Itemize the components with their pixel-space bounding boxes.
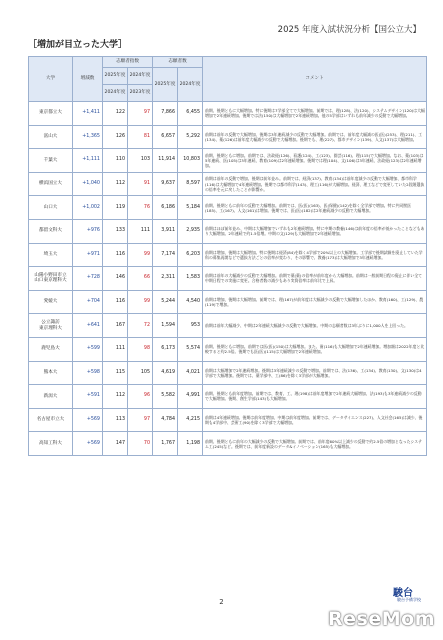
count-2024: 5,574 xyxy=(178,337,203,361)
applicant-increase-table xyxy=(28,56,427,456)
header-applicant-index-group: 志願者指数 xyxy=(103,57,153,68)
index-2024: 81 xyxy=(128,125,153,149)
header-increase: 増減数 xyxy=(73,57,103,102)
count-2025: 4,619 xyxy=(153,361,178,385)
table-row xyxy=(29,432,427,456)
count-2025: 4,784 xyxy=(153,408,178,432)
increase-value: +728 xyxy=(73,267,103,291)
header-univ: 大学 xyxy=(29,57,73,102)
index-2025: 110 xyxy=(103,149,128,173)
header-comment: コメント xyxy=(203,57,427,102)
index-2024: 70 xyxy=(128,432,153,456)
count-2024: 1,198 xyxy=(178,432,203,456)
index-2025: 119 xyxy=(103,196,128,220)
count-2024: 10,803 xyxy=(178,149,203,173)
document-header-title: 2025 年度入試状況分析【国公立大】 xyxy=(277,25,421,35)
count-2025: 7,174 xyxy=(153,243,178,267)
increase-value: +1,411 xyxy=(73,102,103,126)
count-2024: 5,184 xyxy=(178,196,203,220)
count-2025: 6,173 xyxy=(153,337,178,361)
index-2024: 66 xyxy=(128,267,153,291)
univ-name: 名古屋市立大 xyxy=(29,408,73,432)
count-2025: 6,657 xyxy=(153,125,178,149)
index-2024: 99 xyxy=(128,243,153,267)
index-2025: 113 xyxy=(103,408,128,432)
comment-text: 前期、後期ともに増加。前期では医(医)(150)は大幅増加。また、歯(116)も大幅増加で2年連続増加。増加額は2022年度と比較すると約2.5倍。後期でも医(医)(115)は大幅増加で2年連続増加。 xyxy=(203,337,427,361)
comment-text: 前期は前年の反動で大幅増加、後期は3年連続減少の反動で大幅増加。前期では、前年度大幅減の医(医)(253)、理(211)、工(134)、薬(126)は前年度大幅減少の反動で大幅増加。後期でも、理(227)、都市デザイン(139)、人文(137)は大幅増加。 xyxy=(203,125,427,149)
comment-text: 前期は前年の反動で増加、後期は前年並み。前期では、経済(137)、教育(134)は前年度減少の反動で大幅増加、都市科学(116)は大幅増加で4年連続増加。後期では都市科学(143)、理工(116)が大幅増加。経済、理工などで変更していた2段階選抜の倍率を元に戻したことが影響か。 xyxy=(203,172,427,196)
header-index-2024-top: 2024年度 xyxy=(128,68,153,85)
count-2024: 4,991 xyxy=(178,385,203,409)
count-2024: 2,935 xyxy=(178,219,203,243)
increase-value: +569 xyxy=(73,432,103,456)
comment-text: 前期は大幅増加で2年連続増加。後期は3年連続減少の反動で増加。前期では、法(136)、工(134)、教育(130)、文(130)は4学部で大幅増加。後期では、薬学部中、工(86)を除く3学部が大幅増加。 xyxy=(203,361,427,385)
increase-value: +598 xyxy=(73,361,103,385)
index-2025: 116 xyxy=(103,290,128,314)
increase-value: +1,111 xyxy=(73,149,103,173)
index-2025: 122 xyxy=(103,102,128,126)
index-2024: 76 xyxy=(128,196,153,220)
count-2025: 11,914 xyxy=(153,149,178,173)
count-2024: 953 xyxy=(178,314,203,338)
index-2025: 147 xyxy=(103,432,128,456)
index-2024: 111 xyxy=(128,219,153,243)
univ-name: 山口大 xyxy=(29,196,73,220)
increase-value: +599 xyxy=(73,337,103,361)
header-index-2024-bottom: 2023年度 xyxy=(128,85,153,102)
comment-text: 前期はほぼ前年並み、中期は大幅増加でいずれも2年連続増加。特に中期の教養(146)は前年度の倍率が低かったことなどもあり大幅増加。2年連続で約1.5倍増。中期の文(129)も大幅増加で2年連続増加。 xyxy=(203,219,427,243)
table-row xyxy=(29,243,427,267)
univ-name: 愛媛大 xyxy=(29,290,73,314)
increase-value: +1,002 xyxy=(73,196,103,220)
univ-name: 高知工科大 xyxy=(29,432,73,456)
univ-name: 山陽小野田市立 山口東京理科大 xyxy=(29,267,73,291)
index-2024: 105 xyxy=(128,361,153,385)
count-2024: 8,597 xyxy=(178,172,203,196)
table-row xyxy=(29,149,427,173)
comment-text: 前期は前年の大幅減少の反動で大幅増加。前期で薬(薬)の倍率が前年度から大幅増加。前期は一般前期日程の廃止に伴い全て中期日程での実施に変更。合格者数の減少もあり実質倍率は前年比で上昇。 xyxy=(203,267,427,291)
count-2024: 4,021 xyxy=(178,361,203,385)
page-number: 2 xyxy=(219,598,224,606)
increase-value: +1,040 xyxy=(73,172,103,196)
count-2025: 5,582 xyxy=(153,385,178,409)
count-2025: 3,911 xyxy=(153,219,178,243)
table-row xyxy=(29,125,427,149)
univ-name: 埼玉大 xyxy=(29,243,73,267)
count-2024: 6,203 xyxy=(178,243,203,267)
univ-name: 富山大 xyxy=(29,125,73,149)
increase-value: +1,365 xyxy=(73,125,103,149)
univ-name: 新潟大 xyxy=(29,385,73,409)
index-2024: 72 xyxy=(128,314,153,338)
univ-name: 都留文科大 xyxy=(29,219,73,243)
count-2024: 4,540 xyxy=(178,290,203,314)
count-2024: 5,292 xyxy=(178,125,203,149)
table-row xyxy=(29,172,427,196)
univ-name: 熊本大 xyxy=(29,361,73,385)
count-2025: 2,311 xyxy=(153,267,178,291)
comment-text: 前期は4年連続増加。後期は前年度増加、中期は前年度増加。前期では、データサイエンス(227)、人文社会(165)は減少、後期も4学部中、芸術工(90)を除く3学部で大幅増加。 xyxy=(203,408,427,432)
increase-value: +976 xyxy=(73,219,103,243)
index-2025: 115 xyxy=(103,361,128,385)
comment-text: 前期、後期ともに増加。前期では、法政経(126)、看護(124)、工(123)、園芸(116)、理(115)で大幅増加。なお、薬(103)は5年連続、医(105)は3年連続、教育(109)は2年連続増加。後期では理(104)、文(106)は3年連続、法政経(123)は2年連続増加。 xyxy=(203,149,427,173)
table-row xyxy=(29,290,427,314)
count-2025: 1,594 xyxy=(153,314,178,338)
univ-name: 鹿児島大 xyxy=(29,337,73,361)
count-2025: 9,637 xyxy=(153,172,178,196)
index-2024: 97 xyxy=(128,408,153,432)
table-row xyxy=(29,385,427,409)
count-2025: 1,767 xyxy=(153,432,178,456)
table-row xyxy=(29,361,427,385)
index-2025: 112 xyxy=(103,172,128,196)
table-row xyxy=(29,314,427,338)
comment-text: 前期、後期ともに大幅増加。特に後期は7学部全てで大幅増加。前期では、理(128)、法(120)、システムデザイン(120)は大幅増加で2年連続増加。後期では法(150)は大幅増加で2年連続増加。他の5学部はいずれも前年減少の反動で大幅増加。 xyxy=(203,102,427,126)
count-2024: 1,583 xyxy=(178,267,203,291)
table-body xyxy=(29,102,427,456)
count-2025: 6,186 xyxy=(153,196,178,220)
index-2024: 99 xyxy=(128,290,153,314)
index-2025: 116 xyxy=(103,243,128,267)
count-2025: 5,244 xyxy=(153,290,178,314)
count-2025: 7,866 xyxy=(153,102,178,126)
count-2024: 4,215 xyxy=(178,408,203,432)
comment-text: 前期、後期ともに前年の大幅減少の反動で大幅増加。前期では、前年度60%以上減少の反動で約2.5倍の増加となったシステム工(245)など。後期では、前年度新設のデータ&イノベーション(165)も大幅増加。 xyxy=(203,432,427,456)
table-row xyxy=(29,219,427,243)
comment-text: 前期、後期とも前年度増加。前期では、教育、工、理(198)は前年度増加で2年連続大幅増加、法(193)も3年連続減少の反動で大幅増加。後期、創生学部(143)も大幅増加。 xyxy=(203,385,427,409)
index-2024: 103 xyxy=(128,149,153,173)
header-index-2025-bottom: 2024年度 xyxy=(103,85,128,102)
applicant-increase-table-wrapper xyxy=(28,56,426,456)
sundai-logo-subtitle: 駿台予備学校 xyxy=(397,597,421,602)
index-2025: 167 xyxy=(103,314,128,338)
header-count-2025: 2025年度 xyxy=(153,68,178,102)
comment-text: 前期、後期ともに前年の反動で大幅増加。前期では、医(医)(163)、医(保健)(142)を除く全学部で増加。特に共同獣医(185)、工(167)、人文(161)は増加。後期では、医(医)(182)は2年連続減少の反動で大幅増加。 xyxy=(203,196,427,220)
increase-value: +704 xyxy=(73,290,103,314)
index-2025: 133 xyxy=(103,219,128,243)
header-count-2024: 2024年度 xyxy=(178,68,203,102)
resemom-watermark: ReseMom xyxy=(328,608,435,630)
increase-value: +641 xyxy=(73,314,103,338)
comment-text: 前期は増加、後期は大幅増加。特に後期は経済(84)を除く4学部で20%以上の大幅増加。工学部で後期試験を廃止していた学科の募集再開などで選抜方法ごとの倍率が変わり、その影響で、教養(173)は大幅増加で3年連続増加。 xyxy=(203,243,427,267)
index-2025: 111 xyxy=(103,337,128,361)
section-title: ［増加が目立った大学］ xyxy=(28,40,128,50)
header-applicant-count-group: 志願者数 xyxy=(153,57,203,68)
increase-value: +591 xyxy=(73,385,103,409)
univ-name: 横浜国立大 xyxy=(29,172,73,196)
univ-name: 千葉大 xyxy=(29,149,73,173)
table-row xyxy=(29,408,427,432)
table-row xyxy=(29,196,427,220)
increase-value: +971 xyxy=(73,243,103,267)
sundai-logo: 駿台 xyxy=(393,588,413,599)
comment-text: 前期は前年大幅減少、中期は2年連続大幅減少の反動で大幅増加。中期の志願者数は3年ぶりに1,000人を上回った。 xyxy=(203,314,427,338)
count-2024: 6,455 xyxy=(178,102,203,126)
header-index-2025-top: 2025年度 xyxy=(103,68,128,85)
comment-text: 前期は増加、後期は大幅増加。前期では、理(167)が前年度は大幅減少の反動で大幅増加したほか、教育(160)、工(129)、農(119)で増加。 xyxy=(203,290,427,314)
index-2024: 96 xyxy=(128,385,153,409)
univ-name: 東京都立大 xyxy=(29,102,73,126)
index-2025: 146 xyxy=(103,267,128,291)
index-2024: 97 xyxy=(128,102,153,126)
index-2025: 126 xyxy=(103,125,128,149)
table-row xyxy=(29,102,427,126)
increase-value: +569 xyxy=(73,408,103,432)
univ-name: 公立諏訪 東京理科大 xyxy=(29,314,73,338)
index-2024: 98 xyxy=(128,337,153,361)
table-row xyxy=(29,267,427,291)
table-row xyxy=(29,337,427,361)
index-2025: 112 xyxy=(103,385,128,409)
index-2024: 91 xyxy=(128,172,153,196)
